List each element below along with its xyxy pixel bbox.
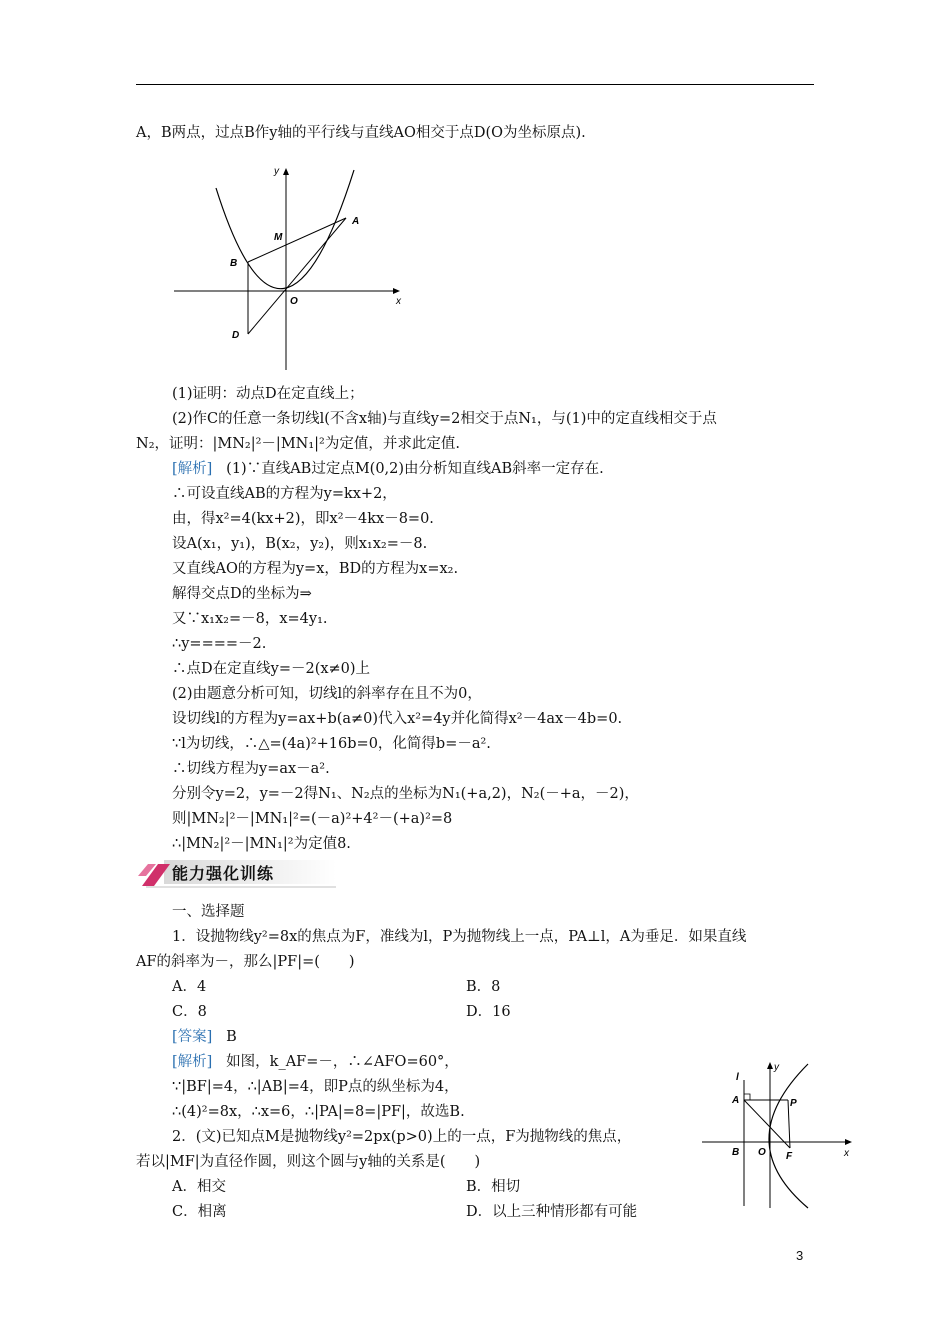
section-title: 能力强化训练 [172, 864, 275, 883]
section-heading: 一、选择题 [172, 904, 245, 920]
text-line: 分别令y=2，y=－2得N₁、N₂点的坐标为N₁(+a,2)，N₂(－+a，－2)， [172, 786, 639, 802]
fig1-label-M: M [274, 232, 283, 243]
page-number: 3 [796, 1248, 804, 1263]
text-line: 由，得x²=4(kx+2)，即x²－4kx－8=0. [172, 511, 434, 527]
option-d: D．16 [466, 1004, 511, 1020]
fig1-label-O: O [290, 296, 298, 307]
fig1-label-B: B [230, 258, 238, 269]
fig2-label-y: y [774, 1062, 779, 1073]
text-line: ∴点D在定直线y=－2(x≠0)上 [172, 661, 371, 677]
answer-tag: [答案] [172, 1029, 213, 1045]
fig2-label-A: A [732, 1095, 740, 1106]
option-a: A．4 [172, 979, 207, 995]
text-line: 又∵x₁x₂=－8，x=4y₁. [172, 611, 328, 627]
question-1: 1．设抛物线y²=8x的焦点为F，准线为l，P为抛物线上一点，PA⊥l，A为垂足．如果直线 [172, 929, 747, 945]
fig2-label-O: O [758, 1147, 766, 1158]
q2-option-c: C．相离 [172, 1204, 227, 1220]
figure-parabola-2 [700, 1058, 856, 1210]
fig2-label-B: B [732, 1147, 740, 1158]
analysis-line: [解析] 如图，k_AF=－，∴∠AFO=60°， [172, 1054, 459, 1070]
fig2-label-F: F [786, 1151, 793, 1162]
text-line: ∵l为切线，∴△=(4a)²+16b=0，化简得b=－a². [172, 736, 491, 752]
text-line: ∴(4)²=8x，∴x=6，∴|PA|=8=|PF|，故选B. [172, 1104, 465, 1120]
text-line: 若以|MF|为直径作圆，则这个圆与y轴的关系是( ) [136, 1154, 481, 1170]
text-line: 又直线AO的方程为y=x，BD的方程为x=x₂. [172, 561, 459, 577]
fig2-label-P: P [790, 1098, 797, 1109]
fig1-label-y: y [274, 166, 279, 177]
fig2-label-x: x [844, 1148, 849, 1159]
text-line: (2)由题意分析可知，切线l的斜率存在且不为0， [172, 686, 482, 702]
text-line: (1)证明：动点D在定直线上； [172, 386, 364, 402]
question-2: 2．(文)已知点M是抛物线y²=2px(p>0)上的一点，F为抛物线的焦点， [172, 1129, 632, 1145]
header-rule [136, 84, 814, 85]
text-line: ∴|MN₂|²－|MN₁|²为定值8. [172, 836, 351, 852]
analysis-tag: [解析] [172, 461, 213, 477]
fig1-label-A: A [352, 216, 360, 227]
text-line: ∴可设直线AB的方程为y=kx+2， [172, 486, 397, 502]
solution-line: [解析] (1)∵直线AB过定点M(0,2)由分析知直线AB斜率一定存在. [172, 461, 604, 477]
analysis-tag: [解析] [172, 1054, 213, 1070]
text-line: N₂，证明：|MN₂|²－|MN₁|²为定值，并求此定值. [136, 436, 460, 452]
text-line: 解得交点D的坐标为⇒ [172, 586, 312, 602]
text-line: AF的斜率为－，那么|PF|=( ) [136, 954, 355, 970]
fig2-label-l: l [736, 1072, 739, 1083]
fig1-label-x: x [396, 296, 401, 307]
q2-option-a: A．相交 [172, 1179, 226, 1195]
text-line: (2)作C的任意一条切线l(不含x轴)与直线y=2相交于点N₁，与(1)中的定直线相交于点 [172, 411, 717, 427]
option-c: C．8 [172, 1004, 207, 1020]
q2-option-d: D．以上三种情形都有可能 [466, 1204, 638, 1220]
text-line: ∴切线方程为y=ax－a². [172, 761, 330, 777]
figure-parabola-1 [170, 158, 410, 374]
text-line: ∴y====－2. [172, 636, 267, 652]
answer-line: [答案] B [172, 1029, 237, 1045]
text-line: 则|MN₂|²－|MN₁|²=(－a)²+4²－(+a)²=8 [172, 811, 453, 827]
q2-option-b: B．相切 [466, 1179, 521, 1195]
fig1-label-D: D [232, 330, 240, 341]
text-line: A，B两点，过点B作y轴的平行线与直线AO相交于点D(O为坐标原点). [136, 125, 586, 141]
option-b: B．8 [466, 979, 501, 995]
text-line: 设切线l的方程为y=ax+b(a≠0)代入x²=4y并化简得x²－4ax－4b=0. [172, 711, 623, 727]
text-line: ∵|BF|=4，∴|AB|=4，即P点的纵坐标为4， [172, 1079, 459, 1095]
text-line: 设A(x₁，y₁)，B(x₂，y₂)，则x₁x₂=－8. [172, 536, 428, 552]
